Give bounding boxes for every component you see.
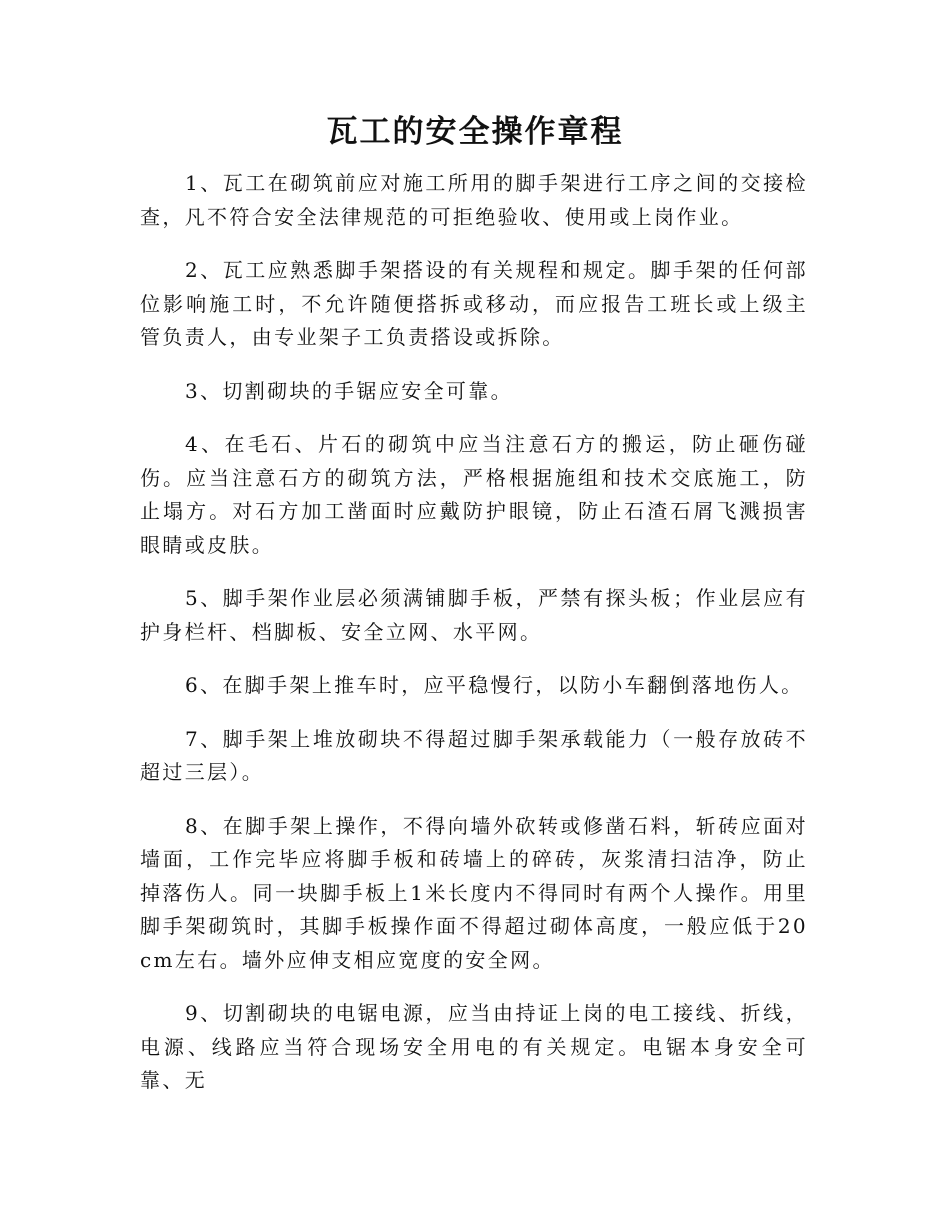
paragraph-8: 8、在脚手架上操作，不得向墙外砍转或修凿石料，斩砖应面对墙面，工作完毕应将脚手板和砖墙上的碎砖，灰浆清扫洁净，防止掉落伤人。同一块脚手板上1米长度内不得同时有两个人操作。用里脚手架砌筑时，其脚手板操作面不得超过砌体高度，一般应低于20cm左右。墙外应伸支相应宽度的安全网。 [140, 813, 808, 972]
paragraph-5: 5、脚手架作业层必须满铺脚手板，严禁有探头板；作业层应有护身栏杆、档脚板、安全立网、水平网。 [140, 586, 808, 644]
paragraph-7: 7、脚手架上堆放砌块不得超过脚手架承载能力（一般存放砖不超过三层）。 [140, 726, 808, 784]
paragraph-3: 3、切割砌块的手锯应安全可靠。 [185, 378, 513, 403]
document-title: 瓦工的安全操作章程 [326, 114, 624, 150]
paragraph-6: 6、在脚手架上推车时，应平稳慢行，以防小车翻倒落地伤人。 [185, 673, 804, 697]
document-body [140, 167, 808, 1118]
paragraph-9: 9、切割砌块的电锯电源，应当由持证上岗的电工接线、折线，电源、线路应当符合现场安全用电的有关规定。电锯本身安全可靠、无 [140, 1001, 808, 1092]
paragraph-4: 4、在毛石、片石的砌筑中应当注意石方的搬运，防止砸伤碰伤。应当注意石方的砌筑方法，严格根据施组和技术交底施工，防止塌方。对石方加工凿面时应戴防护眼镜，防止石渣石屑飞溅损害眼睛或皮肤。 [140, 432, 808, 557]
paragraph-2: 2、瓦工应熟悉脚手架搭设的有关规程和规定。脚手架的任何部位影响施工时，不允许随便搭拆或移动，而应报告工班长或上级主管负责人，由专业架子工负责搭设或拆除。 [140, 258, 808, 349]
paragraph-1: 1、瓦工在砌筑前应对施工所用的脚手架进行工序之间的交接检查，凡不符合安全法律规范的可拒绝验收、使用或上岗作业。 [140, 171, 808, 229]
